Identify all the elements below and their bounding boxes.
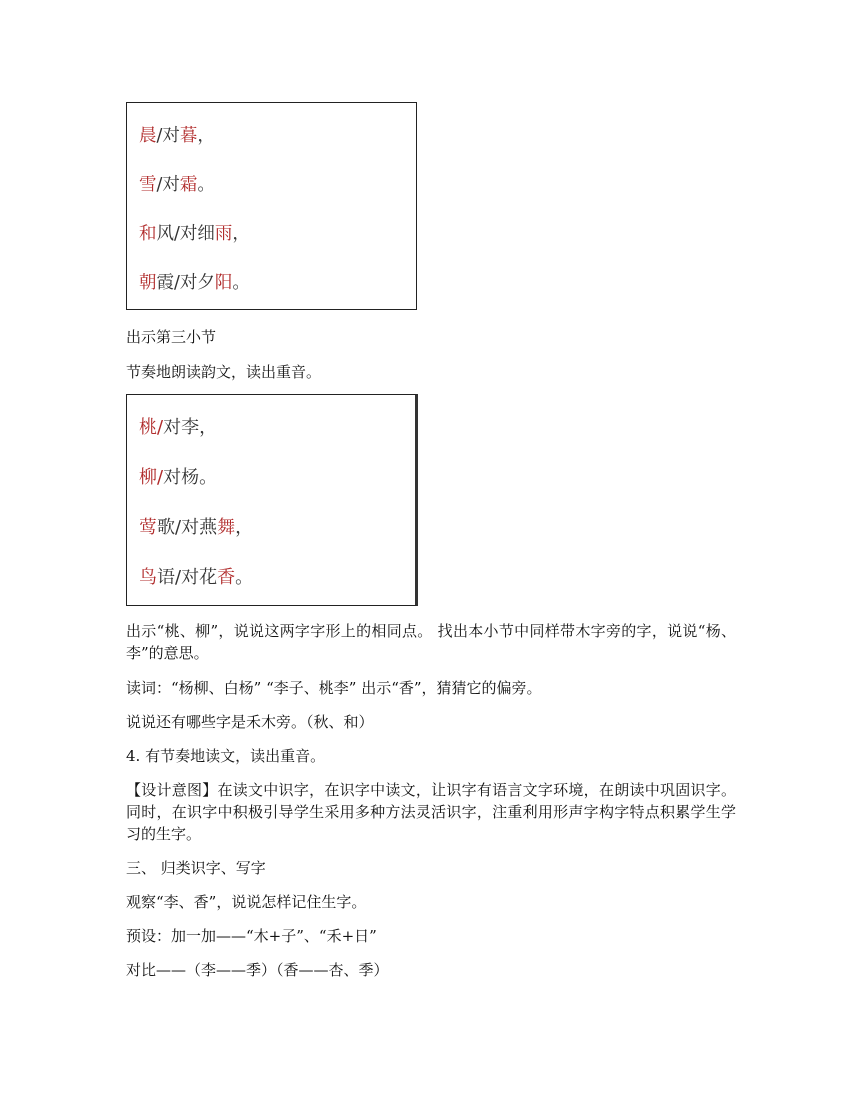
highlighted-character: 阳 [214,273,233,293]
verse-line [139,122,215,147]
verse-text: 。 [235,567,254,588]
paragraph-observe: 观察“李、香”，说说怎样记住生字。 [126,893,367,911]
verse-line [139,220,250,245]
verse-figure-1 [126,102,417,310]
verse-text: 。 [197,175,215,195]
paragraph-step-4: 4. 有节奏地读文，读出重音。 [126,747,326,765]
verse-text: 歌/对燕 [157,517,218,538]
highlighted-character: 舞 [217,517,236,538]
verse-text: 对杨。 [163,467,218,488]
highlighted-character: 香 [217,567,236,588]
verse-text: /对 [156,175,180,195]
verse-text: ， [197,126,215,146]
highlighted-character: / [157,467,164,488]
verse-text: ， [232,224,250,244]
verse-line [139,463,217,489]
paragraph-show-third: 出示第三小节 [126,328,217,346]
paragraph-show-tao-liu: 出示“桃、柳”，说说这两字字形上的相同点。 找出本小节中同样带木字旁的字，说说“杨、李”的意思。 [126,622,736,662]
highlighted-character: 晨 [139,126,157,146]
highlighted-character: 暮 [179,126,198,146]
paragraph-radicals: 说说还有哪些字是禾木旁。（秋、和） [126,713,374,731]
highlighted-character: 鸟 [139,567,157,588]
verse-line [139,413,217,439]
highlighted-character: / [157,417,164,438]
verse-figure-2 [126,394,418,606]
highlighted-character: 雨 [214,224,233,244]
verse-text: 。 [232,273,250,293]
verse-text: ， [235,517,254,538]
verse-text: 霞/对夕 [156,273,215,293]
verse-line [139,171,215,196]
paragraph-compare: 对比——（李——季）（香——杏、季） [126,961,389,979]
highlighted-character: 朝 [139,273,157,293]
highlighted-character: 柳 [139,467,157,488]
paragraph-read-rhythm: 节奏地朗读韵文，读出重音。 [126,363,322,381]
highlighted-character: 雪 [139,175,157,195]
highlighted-character: 霜 [179,175,198,195]
verse-text: 风/对细 [156,224,215,244]
verse-line [139,269,250,294]
section-heading-3: 三、 归类识字、写字 [126,859,266,877]
paragraph-design-intent: 【设计意图】在读文中识字，在识字中读文，让识字有语言文字环境，在朗读中巩固识字。同时，在识字中积极引导学生采用多种方法灵活识字，注重利用形声字构字特点积累学生学习的生字。 [126,781,736,843]
verse-text: 对李， [163,417,218,438]
highlighted-character: 和 [139,224,157,244]
verse-text: 语/对花 [157,567,218,588]
highlighted-character: 桃 [139,417,157,438]
verse-line [139,563,253,589]
verse-line [139,513,253,539]
highlighted-character: 莺 [139,517,157,538]
verse-text: /对 [156,126,180,146]
paragraph-preset: 预设：加一加——“木+子”、“禾+日” [126,927,377,945]
paragraph-read-words: 读词：“杨柳、白杨” “李子、桃李” 出示“香”，猜猜它的偏旁。 [126,679,542,697]
